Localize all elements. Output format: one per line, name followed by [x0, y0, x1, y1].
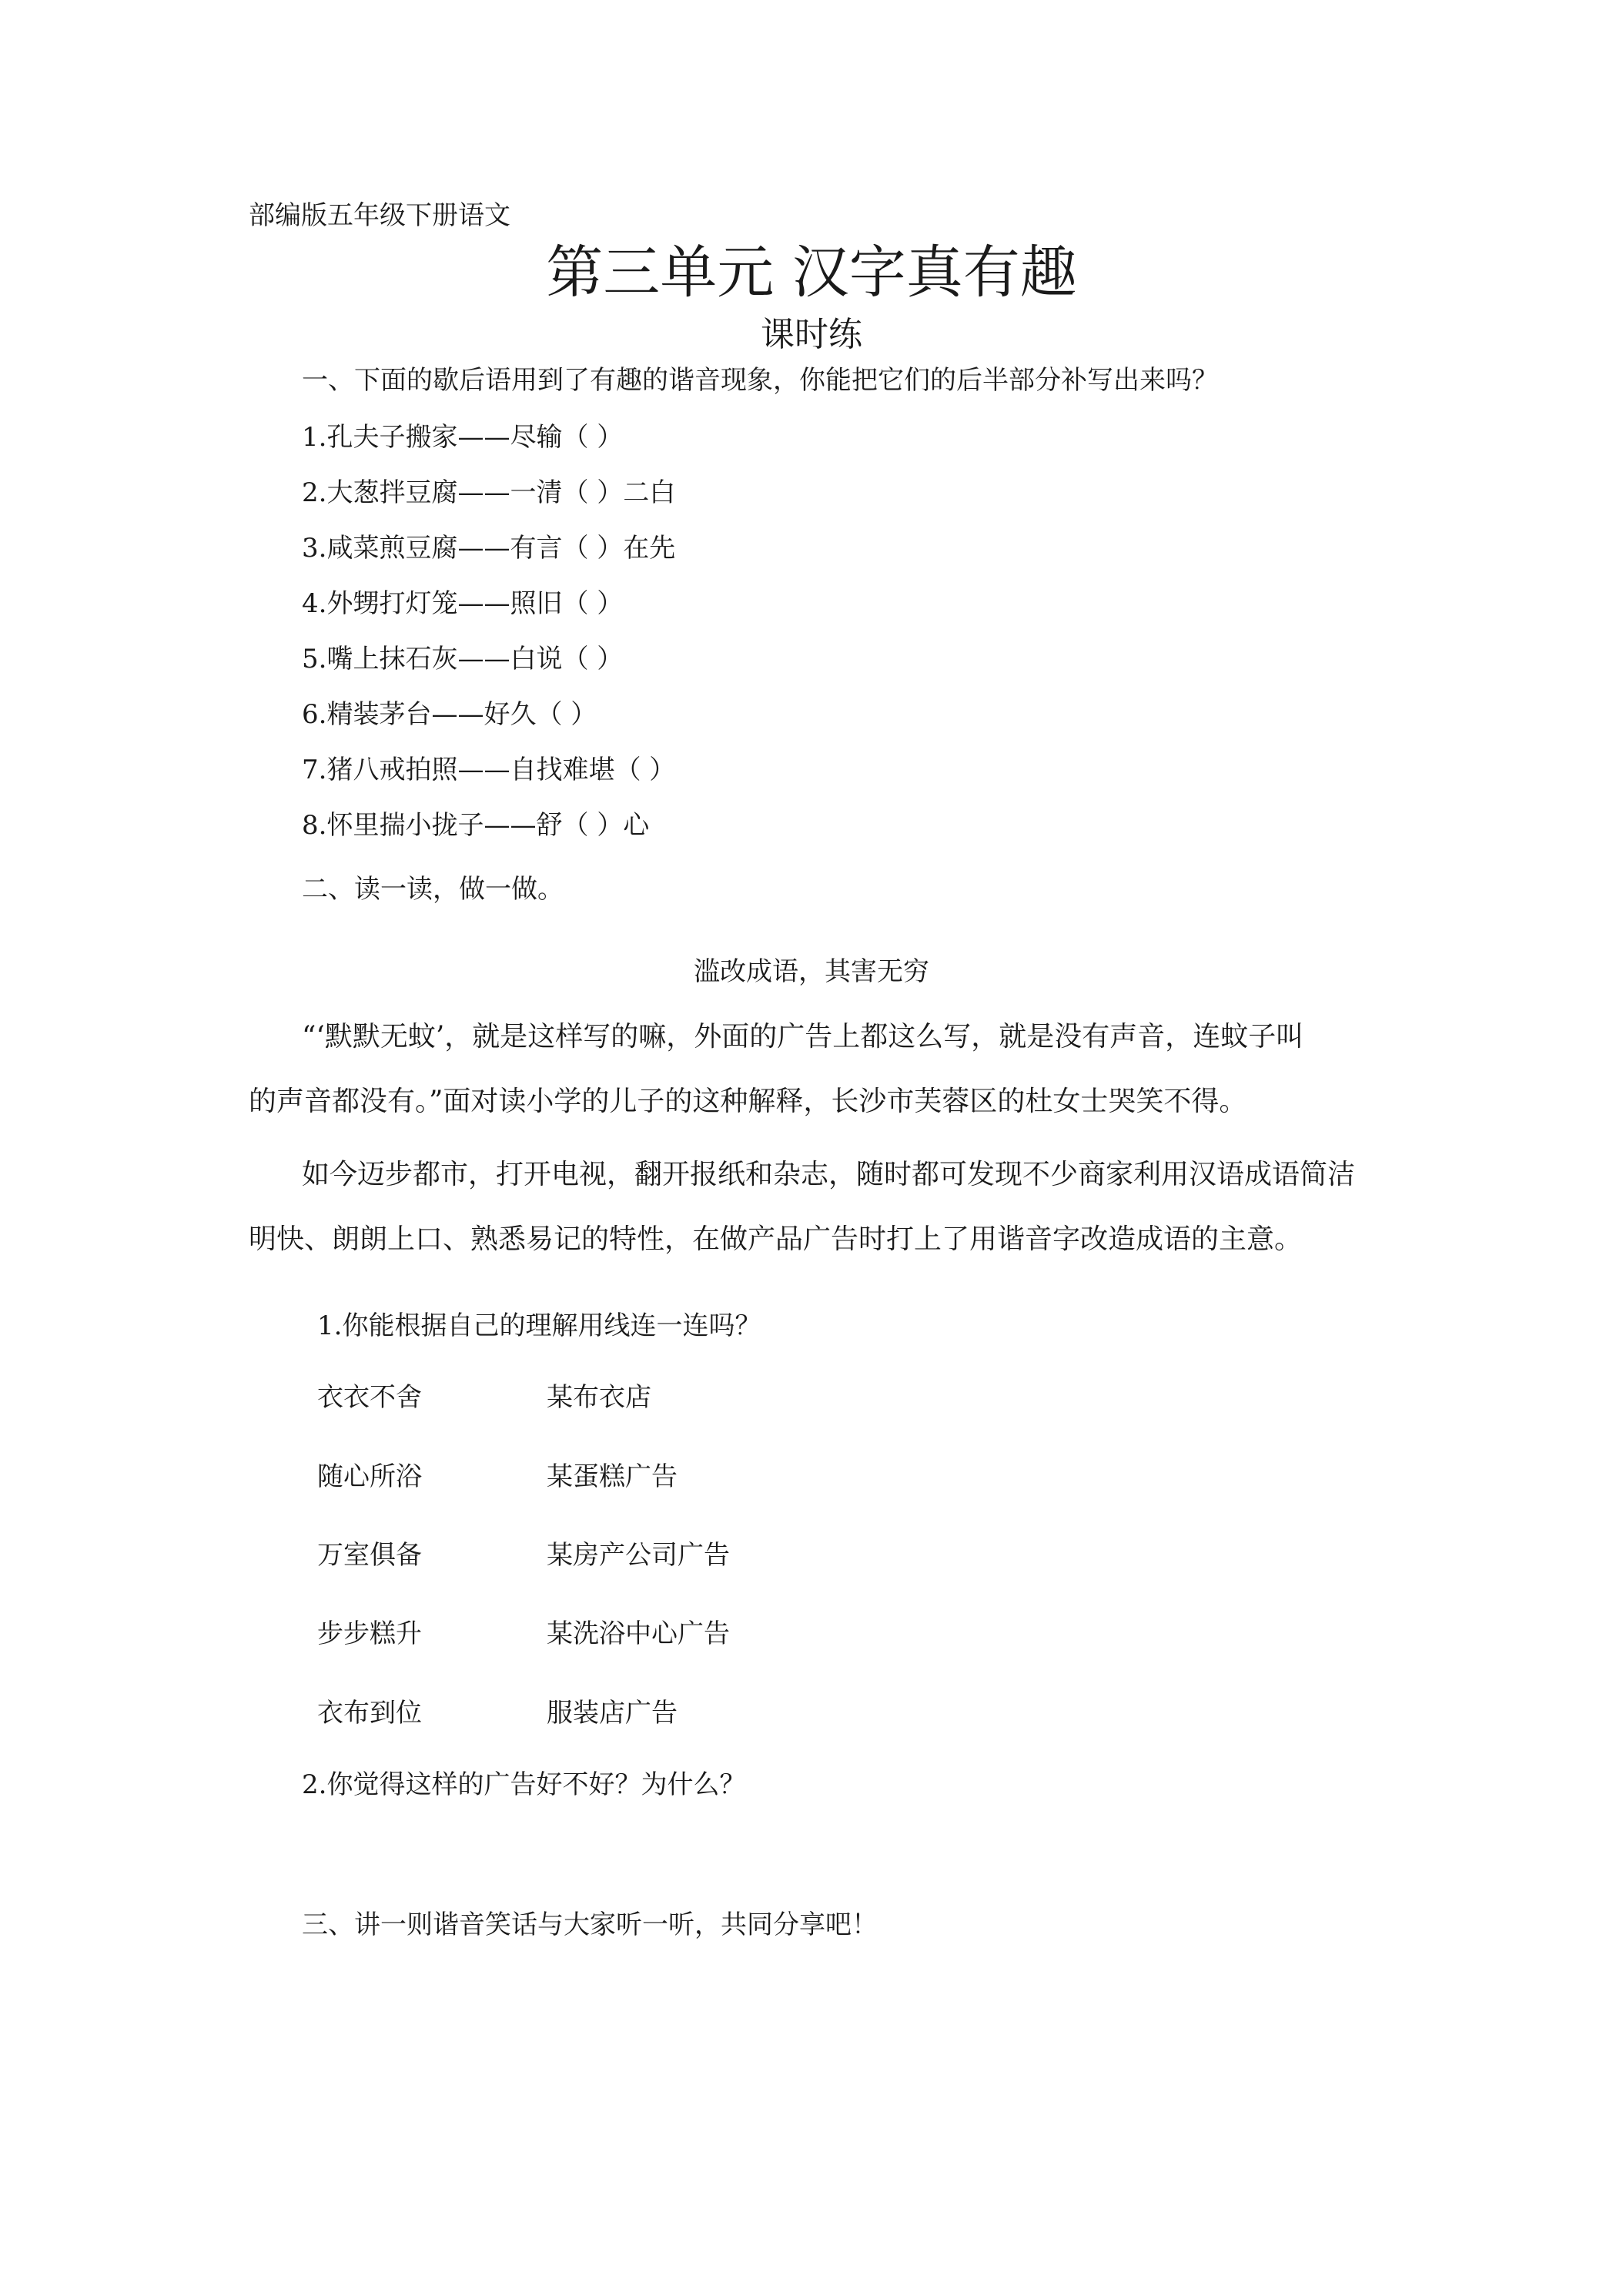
- match-idiom: 衣衣不舍: [317, 1382, 422, 1413]
- match-target: 服装店广告: [547, 1698, 678, 1729]
- question-item: 1.孔夫子搬家——尽输（ ）: [302, 422, 624, 453]
- paragraph1-line2: 的声音都没有。”面对读小学的儿子的这种解释，长沙市芙蓉区的杜女士哭笑不得。: [249, 1086, 1247, 1117]
- question-item: 8.怀里揣小拢子——舒（ ）心: [302, 810, 650, 841]
- match-idiom: 衣布到位: [317, 1698, 422, 1729]
- section2-heading: 二、读一读，做一做。: [302, 874, 564, 905]
- question-item: 2.大葱拌豆腐——一清（ ）二白: [302, 477, 676, 508]
- match-target: 某洗浴中心广告: [547, 1618, 730, 1649]
- question-item: 7.猪八戒拍照——自找难堪（ ）: [302, 755, 676, 785]
- section1-heading: 一、下面的歇后语用到了有趣的谐音现象，你能把它们的后半部分补写出来吗？: [302, 365, 1218, 396]
- match-idiom: 随心所浴: [317, 1461, 422, 1492]
- match-target: 某房产公司广告: [547, 1540, 730, 1571]
- match-idiom: 步步糕升: [317, 1618, 422, 1649]
- question-item: 5.嘴上抹石灰——白说（ ）: [302, 644, 624, 674]
- match-target: 某蛋糕广告: [547, 1461, 678, 1492]
- paragraph2-line1: 如今迈步都市，打开电视，翻开报纸和杂志，随时都可发现不少商家利用汉语成语简洁: [302, 1159, 1356, 1190]
- question-item: 6.精装茅台——好久（ ）: [302, 699, 597, 730]
- task1-prompt: 1.你能根据自己的理解用线连一连吗？: [317, 1310, 761, 1341]
- question-item: 4.外甥打灯笼——照旧（ ）: [302, 588, 624, 619]
- task2-prompt: 2.你觉得这样的广告好不好？为什么？: [302, 1769, 746, 1800]
- question-item: 3.咸菜煎豆腐——有言（ ）在先: [302, 533, 676, 564]
- paragraph1-line1: “‘默默无蚊’，就是这样写的嘛，外面的广告上都这么写，就是没有声音，连蚊子叫: [302, 1021, 1304, 1053]
- paragraph2-line2: 明快、朗朗上口、熟悉易记的特性，在做产品广告时打上了用谐音字改造成语的主意。: [249, 1223, 1303, 1255]
- header-label: 部编版五年级下册语文: [249, 200, 510, 231]
- page-subtitle: 课时练: [761, 315, 862, 354]
- match-target: 某布衣店: [547, 1382, 651, 1413]
- article-title: 滥改成语，其害无穷: [694, 956, 929, 987]
- section3-heading: 三、讲一则谐音笑话与大家听一听，共同分享吧！: [302, 1909, 878, 1940]
- match-idiom: 万室俱备: [317, 1540, 422, 1571]
- page-title: 第三单元 汉字真有趣: [546, 239, 1077, 306]
